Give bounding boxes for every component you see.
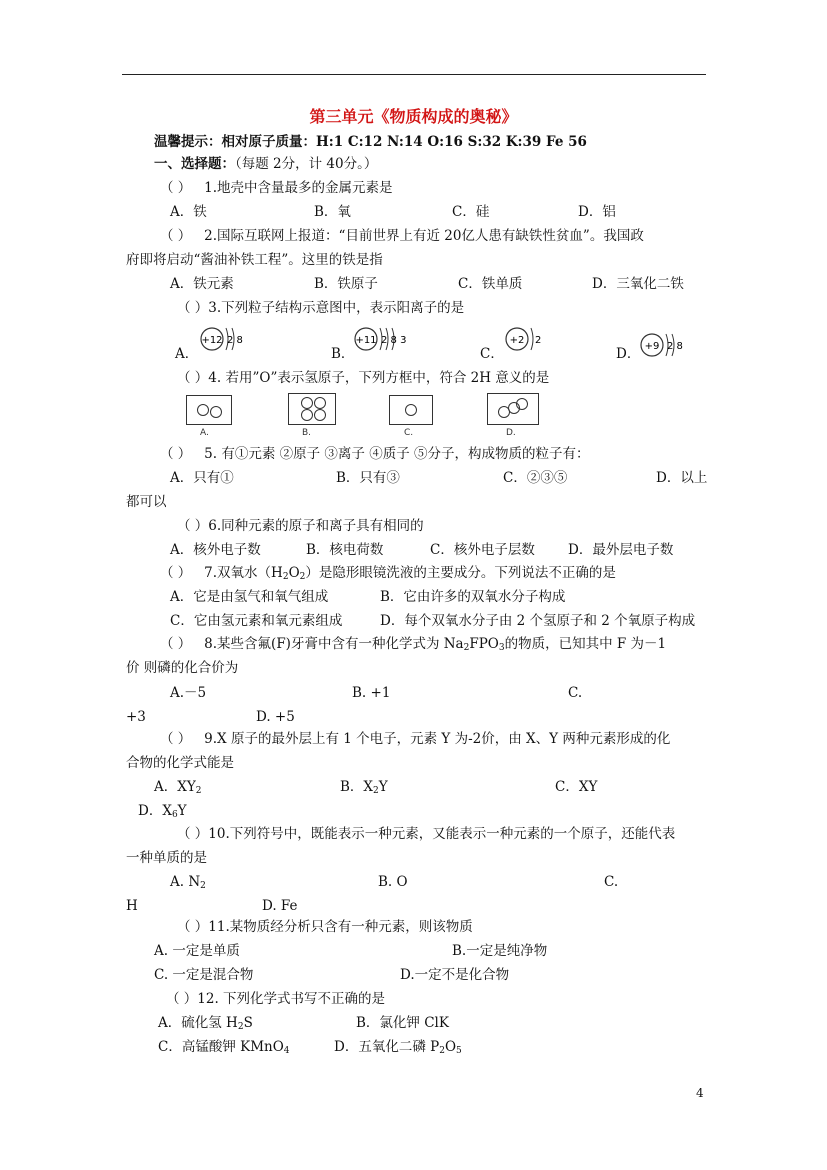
hydrogen-atom	[210, 406, 222, 418]
q9-text-1: 9.X 原子的最外层上有 1 个电子，元素 Y 为-2价，由 X、Y 两种元素形成的化	[204, 731, 671, 747]
q7-option-a: A．它是由氢气和氧气组成	[170, 589, 329, 605]
q9-option-c: C．XY	[555, 779, 598, 795]
atom-diagram-c	[503, 322, 553, 356]
page-number: 4	[696, 1086, 704, 1100]
q10-option-b: B. O	[378, 874, 408, 890]
subscript: 2	[439, 1046, 445, 1056]
q7-option-d: D．每个双氧水分子由 2 个氢原子和 2 个氧原子构成	[380, 613, 696, 629]
q9-option-b-text: B．X	[340, 779, 374, 795]
q12-option-d	[334, 1038, 462, 1056]
answer-paren: （ ）	[160, 565, 192, 581]
subscript: 2	[299, 572, 306, 582]
option-box-b	[288, 393, 336, 425]
hydrogen-atom	[301, 397, 313, 409]
hint-label: 温馨提示：	[154, 134, 222, 150]
q8-option-a: A.－5	[170, 685, 207, 701]
section-note: （每题 2分，计 40分。）	[235, 156, 378, 172]
option-box-a	[186, 395, 232, 425]
option-box-caption: D.	[506, 428, 516, 438]
section-heading	[154, 155, 377, 173]
option-box-d	[487, 393, 539, 425]
q10-option-a-text: A. N	[170, 874, 201, 890]
q5-stem	[160, 445, 590, 463]
q3-option-a: A．	[175, 346, 199, 362]
q3-stem	[177, 299, 464, 317]
q3-option-c: C．	[480, 346, 504, 362]
q10-option-a	[170, 873, 206, 891]
q9-stem	[160, 730, 670, 748]
q2-option-c: C．铁单质	[458, 276, 523, 292]
hint-line	[154, 133, 587, 151]
q8-text-2: 价 则磷的化合价为	[126, 660, 239, 676]
q8-text-b: FPO	[469, 636, 499, 652]
subscript: 5	[456, 1046, 462, 1056]
option-box-c	[389, 395, 433, 425]
hydrogen-atom	[314, 397, 326, 409]
subscript: 4	[283, 1046, 290, 1056]
q1-option-d: D．铝	[578, 204, 616, 220]
q8-text-c: 的物质，已知其中 F 为－1	[504, 636, 667, 652]
q12-stem	[166, 990, 385, 1008]
option-box-caption: A.	[200, 428, 209, 438]
shell-electrons: 2 8	[227, 335, 243, 346]
q10-stem	[177, 825, 675, 843]
q12-option-b: B．氯化钾 ClK	[356, 1015, 449, 1031]
q12-option-c	[158, 1038, 290, 1056]
q11-stem	[177, 918, 473, 936]
q6-stem	[177, 517, 424, 535]
q2-option-b: B．铁原子	[314, 276, 378, 292]
q2-option-a: A．铁元素	[170, 276, 234, 292]
q7-option-c: C．它由氢元素和氧元素组成	[170, 613, 343, 629]
q10-text-1: 10.下列符号中，既能表示一种元素，又能表示一种元素的一个原子，还能代表	[208, 826, 676, 842]
subscript: 3	[498, 643, 505, 653]
q5-option-d-cont: 都可以	[126, 494, 167, 510]
q5-option-d: D．以上	[656, 470, 708, 486]
q5-option-b: B．只有③	[336, 470, 400, 486]
q10-option-d: D. Fe	[262, 898, 298, 914]
q6-option-a: A．核外电子数	[170, 542, 261, 558]
subscript: 2	[282, 572, 289, 582]
q6-option-d: D．最外层电子数	[568, 542, 674, 558]
q9-option-d-text-2: Y	[177, 803, 187, 819]
q12-option-a-text-2: S	[243, 1015, 253, 1031]
q8-text-a: 8.某些含氟(F)牙膏中含有一种化学式为 Na	[204, 636, 464, 652]
option-box-caption: C.	[404, 428, 414, 438]
q1-option-b: B．氧	[314, 204, 351, 220]
q9-option-b-text-2: Y	[378, 779, 388, 795]
q12-option-d-text-2: O	[444, 1039, 457, 1055]
section-heading-text: 一、选择题：	[154, 156, 235, 172]
answer-paren: （ ）	[160, 228, 192, 244]
q10-option-c-value: H	[126, 898, 138, 914]
q2-text-2: 府即将启动“酱油补铁工程”。这里的铁是指	[126, 252, 383, 268]
answer-paren: （ ）	[177, 300, 209, 316]
shell-electrons: 2 8	[667, 341, 683, 352]
page-title: 第三单元《物质构成的奥秘》	[309, 107, 518, 126]
atom-diagram-b	[352, 322, 420, 356]
atom-diagram-d	[638, 328, 694, 362]
shell-electrons: 2 8 3	[381, 335, 407, 346]
q11-text: 11.某物质经分析只含有一种元素，则该物质	[208, 919, 473, 935]
q10-text-2: 一种单质的是	[126, 850, 207, 866]
q12-option-d-text: D．五氧化二磷 P	[334, 1039, 440, 1055]
option-box-caption: B.	[302, 428, 312, 438]
q10-option-c: C.	[604, 874, 619, 890]
q7-text-a: 7.双氧水（H	[204, 565, 283, 581]
answer-paren: （ ）	[160, 636, 192, 652]
shell-electrons: 2	[535, 335, 542, 346]
q8-option-c-value: +3	[126, 709, 146, 725]
answer-paren: （ ）	[160, 446, 192, 462]
q6-option-b: B．核电荷数	[306, 542, 384, 558]
q2-stem	[160, 227, 644, 245]
q2-option-d: D．三氧化二铁	[592, 276, 684, 292]
answer-paren: （ ）	[177, 370, 209, 386]
nucleus-label: +9	[644, 341, 660, 352]
q7-option-b: B．它由许多的双氧水分子构成	[380, 589, 566, 605]
hint-text: 相对原子质量：H:1 C:12 N:14 O:16 S:32 K:39 Fe 56	[221, 134, 587, 150]
q7-text-b: ）是隐形眼镜洗液的主要成分。下列说法不正确的是	[305, 565, 616, 581]
q1-option-a: A．铁	[170, 204, 207, 220]
q12-text: 12. 下列化学式书写不正确的是	[197, 991, 386, 1007]
q1-option-c: C．硅	[452, 204, 490, 220]
q12-option-a	[158, 1014, 253, 1032]
q7-stem: （ ） 7.双氧水$(H_2O_2)$是隐形眼镜洗液的主要成分。下列说法不正确的是	[160, 565, 616, 582]
answer-paren: （ ）	[166, 991, 198, 1007]
answer-paren: （ ）	[160, 180, 192, 196]
q12-option-a-text: A．硫化氢 H	[158, 1015, 238, 1031]
q5-option-c: C．②③⑤	[503, 470, 568, 486]
q1-stem	[160, 179, 393, 197]
subscript: 2	[463, 643, 470, 653]
atom-diagram-a	[198, 322, 258, 356]
hydrogen-atom	[197, 404, 209, 416]
q9-option-a-text: A．XY	[154, 779, 196, 795]
q9-option-d	[138, 802, 187, 820]
subscript: 2	[200, 881, 206, 891]
hydrogen-atom	[405, 404, 417, 416]
subscript: 2	[195, 786, 202, 796]
answer-paren: （ ）	[177, 919, 209, 935]
hydrogen-atom	[516, 398, 528, 410]
q3-option-b: B．	[331, 346, 355, 362]
q11-option-a: A. 一定是单质	[154, 943, 240, 959]
q8-option-c: C.	[568, 685, 583, 701]
subscript: 2	[373, 786, 379, 796]
q11-option-d: D.一定不是化合物	[400, 967, 510, 983]
q5-text: 5. 有①元素 ②原子 ③离子 ④质子 ⑤分子，构成物质的粒子有：	[204, 446, 590, 462]
answer-paren: （ ）	[177, 518, 209, 534]
q3-text: 3.下列粒子结构示意图中，表示阳离子的是	[208, 300, 465, 316]
q6-text: 6.同种元素的原子和离子具有相同的	[208, 518, 424, 534]
q2-text-1: 2.国际互联网上报道：“目前世界上有近 20亿人患有缺铁性贫血”。我国政	[204, 228, 644, 244]
q4-stem	[177, 369, 549, 387]
hydrogen-atom	[314, 409, 326, 421]
nucleus-label: +12	[201, 335, 223, 346]
q9-option-b	[340, 778, 388, 796]
q9-text-2: 合物的化学式能是	[126, 755, 234, 771]
q11-option-b: B.一定是纯净物	[452, 943, 548, 959]
q5-option-a: A．只有①	[170, 470, 234, 486]
subscript: 6	[171, 810, 178, 820]
q8-option-d: D. +5	[256, 709, 295, 725]
header-rule	[122, 74, 706, 75]
subscript: 2	[237, 1022, 244, 1032]
q12-option-c-text: C．高锰酸钾 KMnO	[158, 1039, 284, 1055]
q4-text: 4. 若用”O”表示氢原子，下列方框中，符合 2H 意义的是	[208, 370, 550, 386]
answer-paren: （ ）	[160, 731, 192, 747]
nucleus-label: +2	[509, 335, 525, 346]
q9-option-d-text: D．X	[138, 803, 172, 819]
q6-option-c: C．核外电子层数	[430, 542, 535, 558]
q1-text: 1.地壳中含量最多的金属元素是	[204, 180, 393, 196]
answer-paren: （ ）	[177, 826, 209, 842]
q3-option-d: D．	[616, 346, 641, 362]
q11-option-c: C. 一定是混合物	[154, 967, 254, 983]
q8-stem	[160, 635, 666, 653]
nucleus-label: +11	[355, 335, 377, 346]
hydrogen-atom	[301, 409, 313, 421]
q8-option-b: B. +1	[352, 685, 391, 701]
q9-option-a	[154, 778, 202, 796]
